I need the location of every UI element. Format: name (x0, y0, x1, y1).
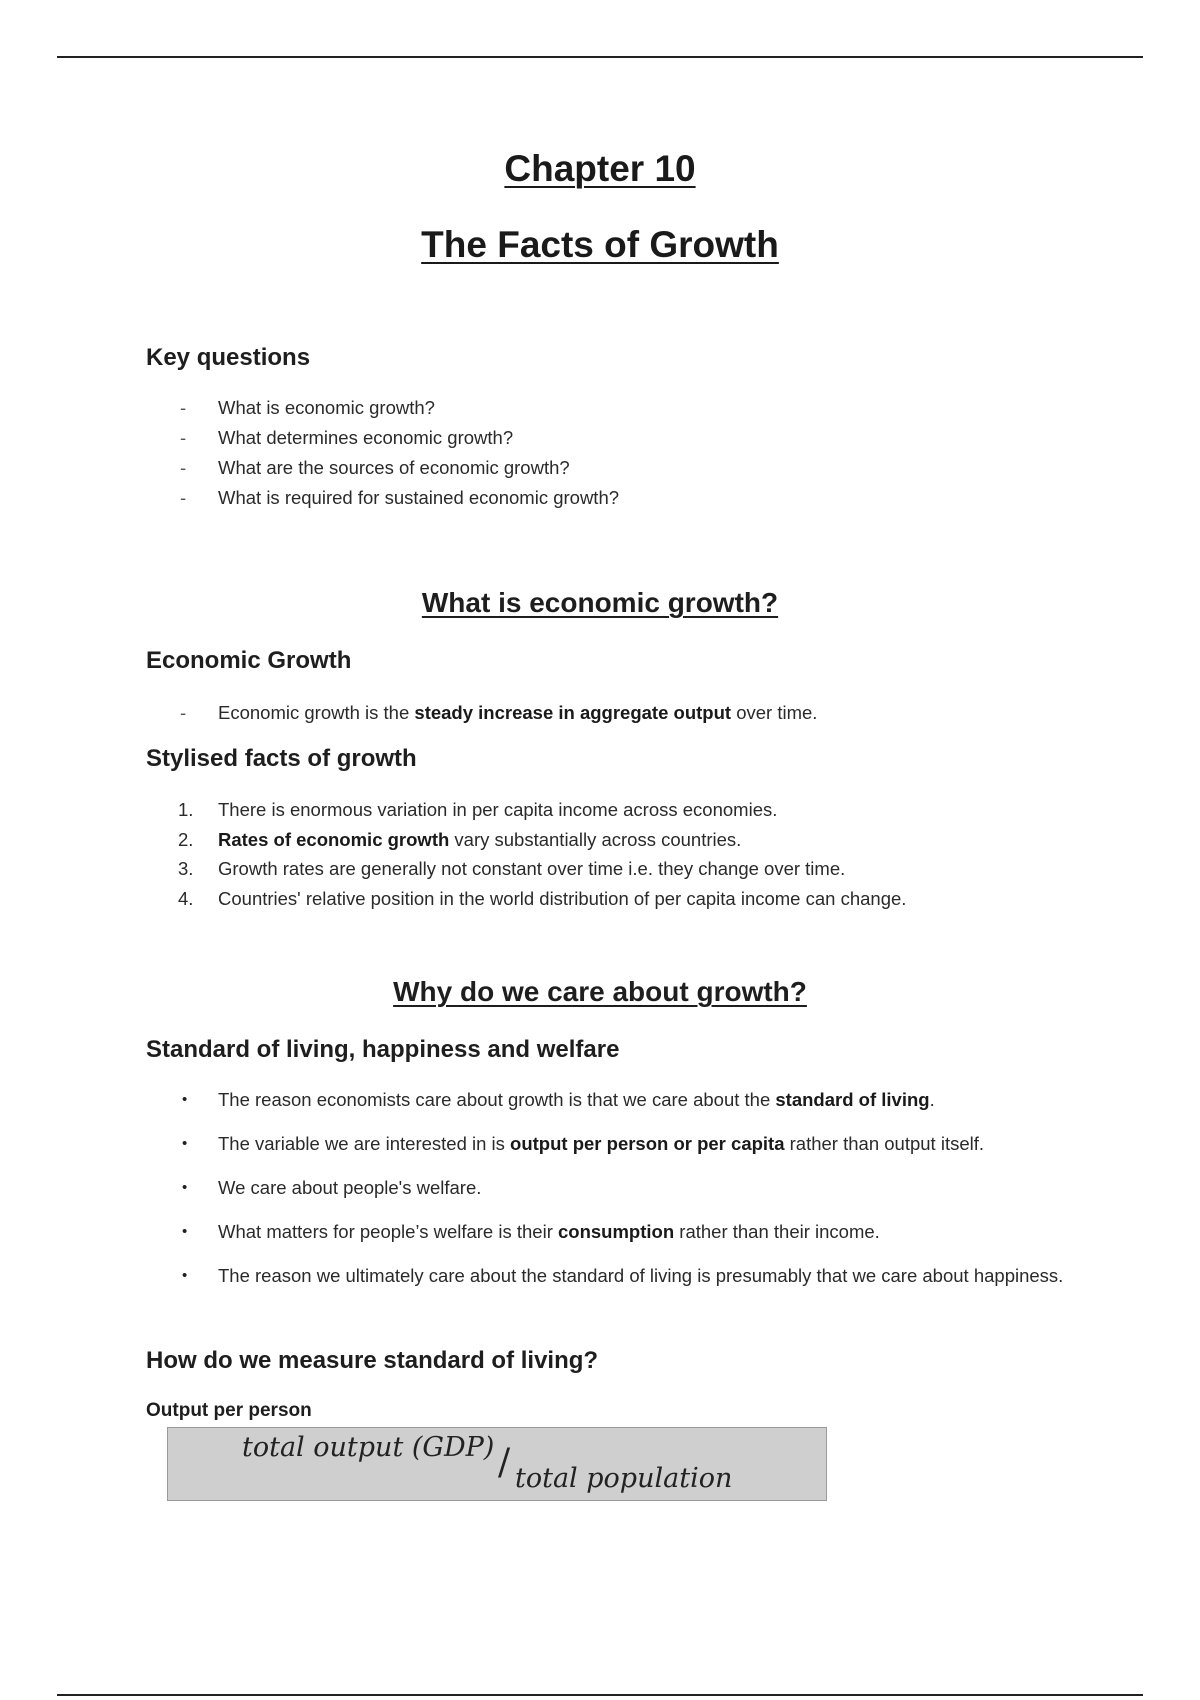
list-item: 1. There is enormous variation in per capita income across economies. (178, 799, 778, 820)
list-item: • The reason economists care about growth is that we care about the standard of living. (182, 1089, 935, 1110)
standard-of-living-list (146, 1086, 1076, 1306)
formula-slash: / (498, 1442, 511, 1483)
stylised-facts-heading: Stylised facts of growth (146, 745, 417, 772)
economic-growth-list (146, 698, 817, 728)
list-item: 3. Growth rates are generally not constant over time i.e. they change over time. (178, 858, 846, 879)
list-item: - Economic growth is the steady increase in aggregate output over time. (180, 702, 818, 723)
list-item: 4. Countries' relative position in the world distribution of per capita income can change. (178, 887, 907, 909)
formula-numerator: total output (GDP) (242, 1432, 495, 1463)
standard-of-living-heading: Standard of living, happiness and welfare (146, 1036, 620, 1063)
list-item: - What are the sources of economic growth? (180, 457, 570, 478)
formula-denominator: total population (515, 1463, 733, 1494)
list-item: • The variable we are interested in is output per person or per capita rather than output itself. (182, 1133, 985, 1154)
section-heading-why-care: Why do we care about growth? (393, 976, 807, 1007)
bottom-rule (57, 1694, 1143, 1696)
list-item: - What determines economic growth? (180, 427, 514, 448)
key-questions-heading: Key questions (146, 344, 311, 371)
chapter-title: Chapter 10 (504, 148, 696, 189)
measure-heading: How do we measure standard of living? (146, 1347, 599, 1374)
list-item: 2. Rates of economic growth vary substantially across countries. (178, 828, 742, 850)
key-questions-list (146, 393, 619, 513)
stylised-facts-list (146, 795, 906, 913)
list-item: • The reason we ultimately care about the standard of living is presumably that we care about happiness. (182, 1265, 1064, 1286)
list-item: - What is economic growth? (180, 397, 435, 418)
economic-growth-heading: Economic Growth (146, 647, 352, 674)
formula-box (167, 1427, 827, 1501)
list-item: - What is required for sustained economic growth? (180, 487, 620, 508)
output-per-person-label: Output per person (146, 1400, 312, 1421)
top-rule (57, 56, 1143, 58)
list-item: • What matters for people’s welfare is their consumption rather than their income. (182, 1221, 880, 1242)
section-heading-economic-growth: What is economic growth? (421, 587, 779, 618)
document-title: The Facts of Growth (421, 224, 779, 265)
list-item: • We care about people's welfare. (182, 1177, 482, 1198)
